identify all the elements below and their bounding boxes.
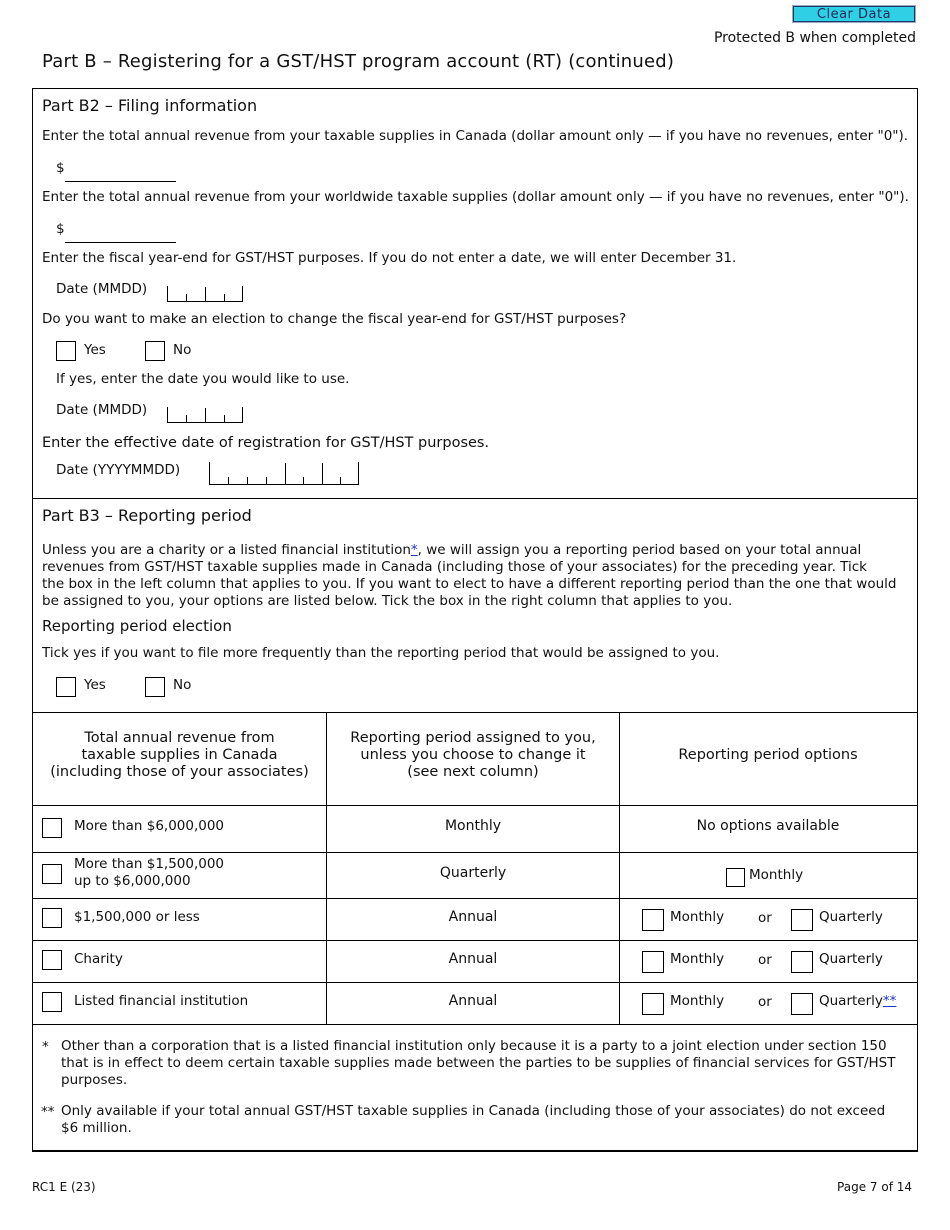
- or-label: or: [758, 952, 772, 968]
- divider-row-1: [32, 852, 918, 853]
- divider-row-2: [32, 898, 918, 899]
- option-quarterly-label: Quarterly: [819, 951, 883, 967]
- b3-intro-text: the box in the left column that applies to you. If you want to elect to have a different reporting period than the one that would: [42, 576, 897, 592]
- row-options-text: No options available: [696, 818, 840, 834]
- yes-label: Yes: [84, 342, 106, 358]
- b2-q-election: Do you want to make an election to change the fiscal year-end for GST/HST purposes?: [42, 311, 627, 327]
- b3-intro-text: revenues from GST/HST taxable supplies made in Canada (including those of your associates) for the preceding year. Tick: [42, 559, 867, 575]
- no-label: No: [173, 677, 192, 693]
- table-header-revenue: Total annual revenue from taxable supplies in Canada (including those of your associates): [50, 730, 309, 780]
- election-yes-checkbox[interactable]: [56, 341, 76, 361]
- or-label: or: [758, 910, 772, 926]
- option-monthly-label: Monthly: [749, 867, 804, 883]
- b2-q-election-date: If yes, enter the date you would like to use.: [56, 371, 350, 387]
- option-monthly-checkbox[interactable]: [642, 951, 664, 973]
- or-label: or: [758, 994, 772, 1010]
- option-monthly-checkbox[interactable]: [642, 909, 664, 931]
- revenue-under-1.5m-checkbox[interactable]: [42, 908, 62, 928]
- charity-checkbox[interactable]: [42, 950, 62, 970]
- listed-financial-institution-checkbox[interactable]: [42, 992, 62, 1012]
- effective-date-input[interactable]: [209, 462, 359, 485]
- divider-b2-b3: [32, 498, 918, 499]
- note-2-mark: **: [41, 1104, 55, 1120]
- option-quarterly-checkbox[interactable]: [791, 993, 813, 1015]
- divider-row-5: [32, 1024, 918, 1025]
- divider-table-top: [32, 712, 918, 713]
- note-1-text: Other than a corporation that is a listed financial institution only because it is a party to a joint election under section 150 that is in effect to deem certain taxable supplies made between the parties to be supplies of financial services for GST/HST purposes.: [61, 1038, 896, 1088]
- revenue-over-6m-checkbox[interactable]: [42, 818, 62, 838]
- b3-intro-text: be assigned to you, your options are listed below. Tick the box in the right column that applies to you.: [42, 593, 733, 609]
- revenue-worldwide-input[interactable]: [65, 242, 176, 243]
- footnote-double-star-link[interactable]: **: [882, 993, 897, 1009]
- dollar-sign: $: [56, 160, 65, 176]
- option-quarterly-checkbox[interactable]: [791, 909, 813, 931]
- row-revenue-label: $1,500,000 or less: [74, 909, 200, 925]
- row-revenue-label: More than $1,500,000 up to $6,000,000: [74, 856, 225, 889]
- row-revenue-label: More than $6,000,000: [74, 818, 225, 834]
- reporting-election-no-checkbox[interactable]: [145, 677, 165, 697]
- revenue-1.5m-6m-checkbox[interactable]: [42, 864, 62, 884]
- divider-row-3: [32, 940, 918, 941]
- divider-table-header: [32, 805, 918, 806]
- row-revenue-label: Listed financial institution: [74, 993, 249, 1009]
- election-heading: Reporting period election: [42, 617, 232, 635]
- option-quarterly-label: Quarterly**: [819, 993, 897, 1009]
- option-quarterly-checkbox[interactable]: [791, 951, 813, 973]
- election-no-checkbox[interactable]: [145, 341, 165, 361]
- protected-label: Protected B when completed: [713, 30, 916, 46]
- clear-data-button[interactable]: Clear Data: [793, 6, 915, 22]
- option-monthly-label: Monthly: [670, 909, 725, 925]
- row-assigned-period: Annual: [448, 993, 498, 1009]
- form-id: RC1 E (23): [32, 1180, 96, 1194]
- revenue-canada-input[interactable]: [65, 181, 176, 182]
- option-monthly-label: Monthly: [670, 951, 725, 967]
- page-title: Part B – Registering for a GST/HST program account (RT) (continued): [42, 51, 675, 72]
- footnote-star-link[interactable]: *: [410, 542, 418, 558]
- reporting-election-yes-checkbox[interactable]: [56, 677, 76, 697]
- b3-intro-text: Unless you are a charity or a listed financial institution: [42, 542, 411, 558]
- yes-label: Yes: [84, 677, 106, 693]
- row-assigned-period: Annual: [448, 951, 498, 967]
- b2-q-fiscal-year-end: Enter the fiscal year-end for GST/HST purposes. If you do not enter a date, we will enter December 31.: [42, 250, 737, 266]
- b2-q-revenue-worldwide: Enter the total annual revenue from your worldwide taxable supplies (dollar amount only — if you have no revenues, enter "0").: [42, 189, 909, 205]
- divider-row-4: [32, 982, 918, 983]
- b3-intro-text: , we will assign you a reporting period based on your total annual: [417, 542, 862, 558]
- row-revenue-label: Charity: [74, 951, 123, 967]
- b3-heading: Part B3 – Reporting period: [42, 506, 252, 525]
- table-header-options: Reporting period options: [678, 747, 858, 763]
- date-mmdd-label: Date (MMDD): [56, 281, 148, 297]
- b2-heading: Part B2 – Filing information: [42, 96, 258, 115]
- fiscal-year-end-date-input[interactable]: [167, 286, 243, 302]
- dollar-sign: $: [56, 221, 65, 237]
- page-number: Page 7 of 14: [837, 1180, 912, 1194]
- election-date-input[interactable]: [167, 407, 243, 423]
- table-header-assigned: Reporting period assigned to you, unless you choose to change it (see next column): [350, 730, 596, 780]
- note-2-text: Only available if your total annual GST/HST taxable supplies in Canada (including those of your associates) do not exceed $6 million.: [61, 1103, 886, 1136]
- date-yyyymmdd-label: Date (YYYYMMDD): [56, 462, 181, 478]
- election-text: Tick yes if you want to file more frequently than the reporting period that would be assigned to you.: [42, 645, 720, 661]
- b2-q-effective-date: Enter the effective date of registration for GST/HST purposes.: [42, 435, 490, 451]
- date-mmdd-label: Date (MMDD): [56, 402, 148, 418]
- option-monthly-checkbox[interactable]: [726, 868, 745, 887]
- option-monthly-checkbox[interactable]: [642, 993, 664, 1015]
- b3-intro: [42, 542, 912, 610]
- no-label: No: [173, 342, 192, 358]
- option-monthly-label: Monthly: [670, 993, 725, 1009]
- row-assigned-period: Monthly: [444, 818, 502, 834]
- b2-q-revenue-canada: Enter the total annual revenue from your taxable supplies in Canada (dollar amount only — if you have no revenues, enter "0").: [42, 128, 909, 144]
- note-1-mark: *: [42, 1039, 49, 1055]
- row-assigned-period: Quarterly: [439, 865, 507, 881]
- option-quarterly-label: Quarterly: [819, 909, 883, 925]
- row-assigned-period: Annual: [448, 909, 498, 925]
